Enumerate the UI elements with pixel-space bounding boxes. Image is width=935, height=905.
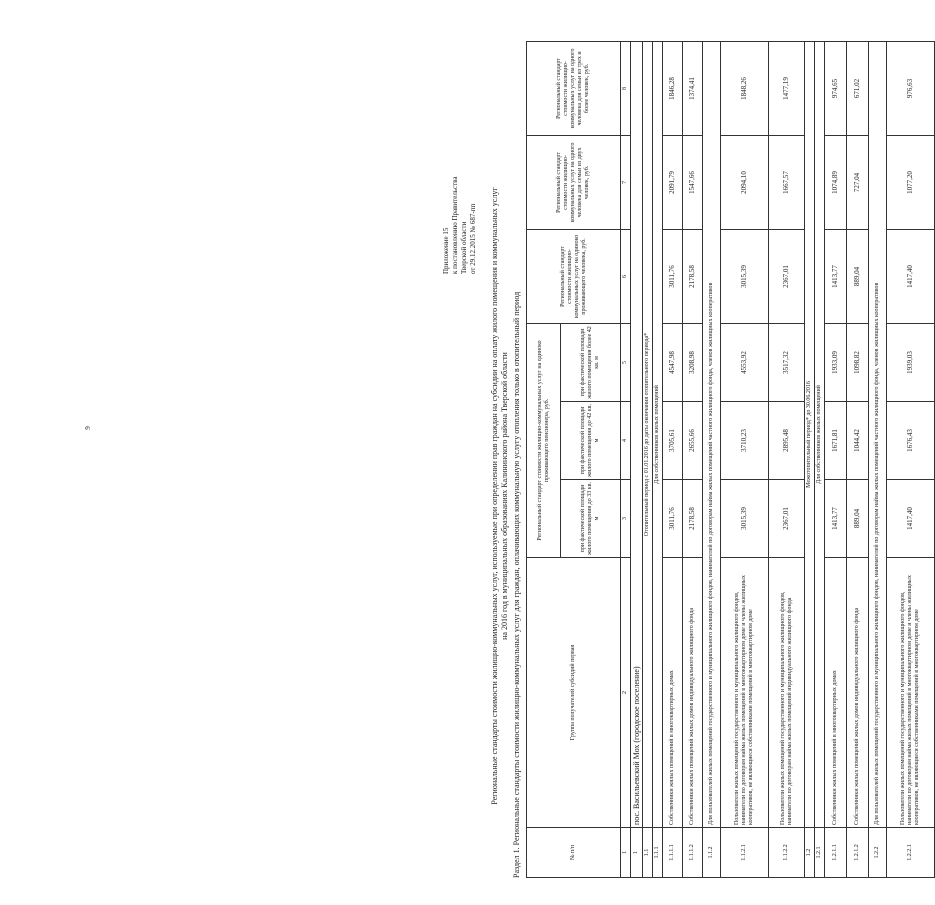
row-num: 1.1 xyxy=(643,828,653,878)
page-number: 9 xyxy=(83,426,92,430)
cell-value: 2178,58 xyxy=(683,480,703,558)
row-num: 1.1.1 xyxy=(653,828,663,878)
table-row xyxy=(683,41,703,877)
row-num: 1.1.1.2 xyxy=(683,828,703,878)
row-num: 1 xyxy=(631,828,643,878)
row-num: 1.1.2.2 xyxy=(769,828,805,878)
subgroup-label: Для собственников жилых помещений xyxy=(815,41,825,827)
cell-value: 2091,79 xyxy=(663,135,683,229)
subgroup-row xyxy=(703,41,721,877)
cell-value: 3705,61 xyxy=(663,402,683,480)
colnum: 8 xyxy=(621,41,631,135)
document-title xyxy=(490,116,510,876)
cell-value: 2178,58 xyxy=(683,229,703,323)
cell-value: 1671,81 xyxy=(825,402,847,480)
cell-value: 3710,23 xyxy=(721,402,769,480)
cell-value: 1098,82 xyxy=(847,323,869,401)
row-num: 1.2.1.2 xyxy=(847,828,869,878)
header-col7: Региональный стандарт стоимости жилищно-коммунальных услуг на одного человека для семьи из двух человек, руб. xyxy=(527,135,621,229)
table-row xyxy=(663,41,683,877)
title-line: на 2016 год в муниципальных образованиях Калининского района Тверской области xyxy=(500,352,509,640)
cell-value: 889,04 xyxy=(847,480,869,558)
header-std-single: Региональный стандарт стоимости жилищно-коммунальных услуг на одиноко проживающего пенсионера, руб. xyxy=(527,323,561,557)
row-label: Собственники жилых помещений в многоквартирных домах xyxy=(663,558,683,828)
cell-value: 3208,98 xyxy=(683,323,703,401)
header-col8: Региональный стандарт стоимости жилищно-коммунальных услуг на одного человека для семьи из трех и более человек, руб. xyxy=(527,41,621,135)
colnum: 2 xyxy=(621,558,631,828)
appendix-line: Тверской области xyxy=(460,221,468,274)
cell-value: 727,04 xyxy=(847,135,869,229)
cell-value: 671,02 xyxy=(847,41,869,135)
period-row xyxy=(643,41,653,877)
cell-value: 1933,09 xyxy=(825,323,847,401)
period-label: Отопительный период с 01.01.2016 до даты окончания отопительного периода* xyxy=(643,41,653,827)
cell-value: 2655,66 xyxy=(683,402,703,480)
cell-value: 2094,10 xyxy=(721,135,769,229)
cell-value: 1413,77 xyxy=(825,229,847,323)
row-label: Собственники жилых помещений жилых домов индивидуального жилищного фонда xyxy=(847,558,869,828)
header-42: при фактической площади жилого помещения до 42 кв. м xyxy=(561,402,621,480)
cell-value: 1547,66 xyxy=(683,135,703,229)
period-row xyxy=(805,41,815,877)
cell-value: 1413,77 xyxy=(825,480,847,558)
standards-table xyxy=(526,41,935,878)
row-label: Собственники жилых помещений жилых домов индивидуального жилищного фонда xyxy=(683,558,703,828)
header-42more: при фактической площади жилого помещения более 42 кв. м xyxy=(561,323,621,401)
cell-value: 1939,03 xyxy=(887,323,935,401)
cell-value: 1074,89 xyxy=(825,135,847,229)
cell-value: 1667,57 xyxy=(769,135,805,229)
table-row xyxy=(721,41,769,877)
cell-value: 4547,98 xyxy=(663,323,683,401)
subgroup-label: Для собственников жилых помещений xyxy=(653,41,663,827)
row-num: 1.2.2 xyxy=(869,828,887,878)
cell-value: 974,65 xyxy=(825,41,847,135)
rotated-page xyxy=(12,0,920,896)
appendix-block xyxy=(442,124,478,274)
section-heading: Раздел 1. Региональные стандарты стоимости жилищно-коммунальных услуг для граждан, оплачивающих коммунальную услугу отопления только в отопительный период xyxy=(512,291,521,878)
subgroup-label: Для пользователей жилых помещений государственного и муниципального жилищного фондов, нанимателей по договорам найма жилых помещений частного жилищного фонда, членов жилищных кооперативов xyxy=(703,41,721,827)
table-row xyxy=(769,41,805,877)
cell-value: 976,63 xyxy=(887,41,935,135)
cell-value: 3011,76 xyxy=(663,229,683,323)
row-num: 1.2 xyxy=(805,828,815,878)
period-label: Межотопительный период* до 30.06.2016 xyxy=(805,41,815,827)
colnum: 6 xyxy=(621,229,631,323)
subgroup-label: Для пользователей жилых помещений государственного и муниципального жилищного фондов, нанимателей по договорам найма жилых помещений частного жилищного фонда, членов жилищных кооперативов xyxy=(869,41,887,827)
cell-value: 3015,39 xyxy=(721,229,769,323)
cell-value: 4553,92 xyxy=(721,323,769,401)
title-line: Региональные стандарты стоимости жилищно-коммунальных услуг, используемые при определении прав граждан на субсидии на оплату жилого помещения и коммунальных услуг xyxy=(490,187,499,805)
colnum: 4 xyxy=(621,402,631,480)
colnum: 7 xyxy=(621,135,631,229)
cell-value: 1477,19 xyxy=(769,41,805,135)
colnum: 1 xyxy=(621,828,631,878)
cell-value: 3011,76 xyxy=(663,480,683,558)
place-name: пос. Васильевский Мох (городское поселение) xyxy=(631,41,643,827)
row-num: 1.1.2 xyxy=(703,828,721,878)
cell-value: 1676,43 xyxy=(887,402,935,480)
cell-value: 1417,40 xyxy=(887,229,935,323)
row-label: Пользователи жилых помещений государственного и муниципального жилищного фондов, наниматели по договорам найма жилых помещений в многоквартирном доме и члены жилищных кооперативов, не являющиеся собственниками помещений в многоквартирном доме xyxy=(721,558,769,828)
row-num: 1.1.2.1 xyxy=(721,828,769,878)
row-num: 1.2.2.1 xyxy=(887,828,935,878)
header-group: Группа получателей субсидий первая xyxy=(527,558,621,828)
column-numbers-row xyxy=(621,41,631,877)
cell-value: 2367,01 xyxy=(769,229,805,323)
cell-value: 1417,40 xyxy=(887,480,935,558)
table-row xyxy=(825,41,847,877)
subgroup-row xyxy=(653,41,663,877)
row-num: 1.2.1 xyxy=(815,828,825,878)
cell-value: 1848,26 xyxy=(721,41,769,135)
cell-value: 1846,28 xyxy=(663,41,683,135)
appendix-line: Приложение 15 xyxy=(442,227,450,274)
cell-value: 3015,39 xyxy=(721,480,769,558)
row-num: 1.2.1.1 xyxy=(825,828,847,878)
row-num: 1.1.1.1 xyxy=(663,828,683,878)
table-row xyxy=(847,41,869,877)
cell-value: 1374,41 xyxy=(683,41,703,135)
row-label: Собственники жилых помещений в многоквартирных домах xyxy=(825,558,847,828)
cell-value: 3517,32 xyxy=(769,323,805,401)
header-33: при фактической площади жилого помещения до 33 кв. м xyxy=(561,480,621,558)
table-row xyxy=(887,41,935,877)
place-row xyxy=(631,41,643,877)
appendix-line: к постановлению Правительства xyxy=(451,176,459,274)
cell-value: 1044,42 xyxy=(847,402,869,480)
cell-value: 2367,01 xyxy=(769,480,805,558)
header-num: № п/п xyxy=(527,828,621,878)
row-label: Пользователи жилых помещений государственного и муниципального жилищного фондов, наниматели по договорам найма жилых помещений индивидуального жилищного фонда xyxy=(769,558,805,828)
colnum: 3 xyxy=(621,480,631,558)
cell-value: 1077,20 xyxy=(887,135,935,229)
subgroup-row xyxy=(869,41,887,877)
cell-value: 889,04 xyxy=(847,229,869,323)
row-label: Пользователи жилых помещений государственного и муниципального жилищного фондов, наниматели по договорам найма жилых помещений в многоквартирном доме и члены жилищных кооперативов, не являющиеся собственниками помещений в многоквартирном доме xyxy=(887,558,935,828)
cell-value: 2895,48 xyxy=(769,402,805,480)
header-col6: Региональный стандарт стоимости жилищно-коммунальных услуг на одиноко проживающего человека, руб. xyxy=(527,229,621,323)
appendix-line: от 29.12.2015 № 687-пп xyxy=(469,203,477,274)
colnum: 5 xyxy=(621,323,631,401)
subgroup-row xyxy=(815,41,825,877)
